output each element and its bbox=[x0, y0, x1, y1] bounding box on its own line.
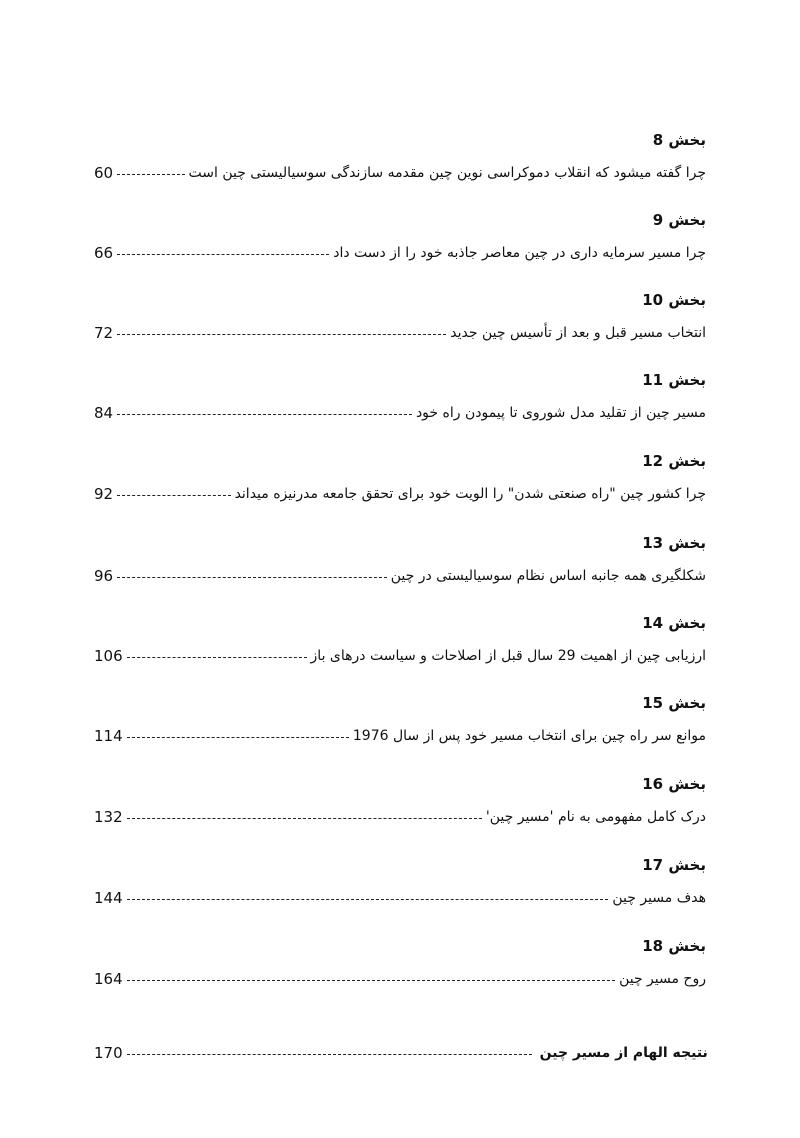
page-number: 60 bbox=[94, 164, 114, 182]
section-heading: بخش 17 bbox=[642, 856, 706, 874]
toc-entry bbox=[94, 483, 706, 505]
toc-entry bbox=[94, 565, 706, 587]
page-number: 132 bbox=[94, 808, 123, 826]
toc-entry bbox=[94, 242, 706, 264]
section-heading: بخش 10 bbox=[642, 291, 706, 309]
toc-entry bbox=[94, 968, 706, 990]
entry-title: چرا کشور چین "راه صنعتی شدن" را الویت خود برای تحقق جامعه مدرنیزه میداند bbox=[234, 486, 706, 502]
toc-entry bbox=[94, 402, 706, 424]
page-number: 72 bbox=[94, 324, 114, 342]
toc-entry bbox=[94, 806, 706, 828]
entry-title: شکلگیری همه جانبه اساس نظام سوسیالیستی در چین bbox=[390, 568, 706, 584]
dot-leader bbox=[117, 254, 329, 255]
entry-title: موانع سر راه چین برای انتخاب مسیر خود پس از سال 1976 bbox=[352, 728, 706, 744]
page-number: 84 bbox=[94, 404, 114, 422]
section-heading: بخش 16 bbox=[642, 775, 706, 793]
toc-entry bbox=[94, 725, 706, 747]
dot-leader bbox=[117, 577, 387, 578]
page-number: 170 bbox=[94, 1044, 123, 1062]
page-number: 106 bbox=[94, 647, 123, 665]
dot-leader bbox=[127, 657, 307, 658]
toc-entry bbox=[94, 322, 706, 344]
section-heading: بخش 12 bbox=[642, 452, 706, 470]
dot-leader bbox=[117, 174, 184, 175]
dot-leader bbox=[127, 1054, 532, 1055]
entry-title: روح مسیر چین bbox=[619, 971, 706, 987]
entry-title: هدف مسیر چین bbox=[612, 890, 706, 906]
toc-entry bbox=[94, 887, 706, 909]
entry-title: ارزیابی چین از اهمیت 29 سال قبل از اصلاحات و سیاست درهای باز bbox=[310, 648, 706, 664]
dot-leader bbox=[117, 414, 412, 415]
section-heading: بخش 18 bbox=[642, 937, 706, 955]
page-number: 66 bbox=[94, 244, 114, 262]
entry-title: انتخاب مسیر قبل و بعد از تأسیس چین جدید bbox=[450, 325, 706, 341]
page-number: 92 bbox=[94, 485, 114, 503]
section-heading: بخش 11 bbox=[642, 371, 706, 389]
dot-leader bbox=[117, 495, 230, 496]
entry-title: درک کامل مفهومی به نام 'مسیر چین' bbox=[485, 809, 706, 825]
entry-title: چرا گفته میشود که انقلاب دموکراسی نوین چین مقدمه سازندگی سوسیالیستی چین است bbox=[188, 165, 706, 181]
section-heading: بخش 13 bbox=[642, 534, 706, 552]
page-number: 96 bbox=[94, 567, 114, 585]
dot-leader bbox=[117, 334, 446, 335]
dot-leader bbox=[127, 818, 482, 819]
page-number: 164 bbox=[94, 970, 123, 988]
dot-leader bbox=[127, 980, 615, 981]
section-heading: بخش 15 bbox=[642, 694, 706, 712]
conclusion-title: نتیجه الهام از مسیر چین bbox=[539, 1045, 708, 1061]
entry-title: مسیر چین از تقلید مدل شوروی تا پیمودن راه خود bbox=[415, 405, 706, 421]
page-number: 114 bbox=[94, 727, 123, 745]
section-heading: بخش 9 bbox=[652, 211, 706, 229]
section-heading: بخش 14 bbox=[642, 614, 706, 632]
toc-entry bbox=[94, 162, 706, 184]
dot-leader bbox=[127, 737, 349, 738]
section-heading: بخش 8 bbox=[652, 131, 706, 149]
toc-entry bbox=[94, 1042, 706, 1064]
dot-leader bbox=[127, 899, 609, 900]
toc-entry bbox=[94, 645, 706, 667]
page-number: 144 bbox=[94, 889, 123, 907]
entry-title: چرا مسیر سرمایه داری در چین معاصر جاذبه خود را از دست داد bbox=[333, 245, 706, 261]
